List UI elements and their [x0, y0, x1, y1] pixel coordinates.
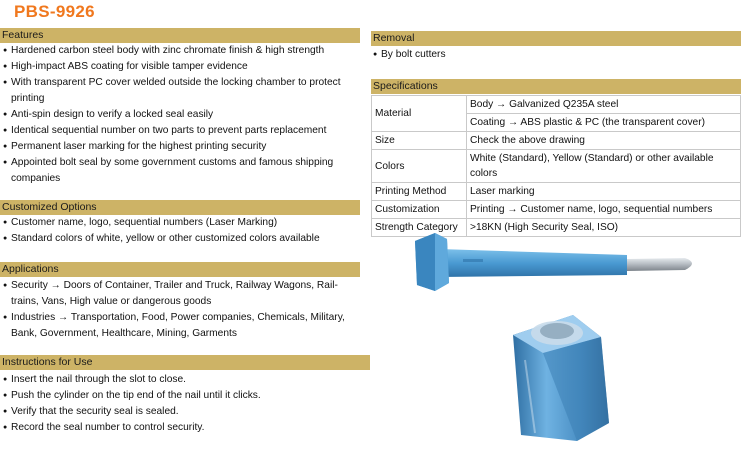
list-item: ● By bolt cutters — [373, 47, 733, 63]
list-item: ● Identical sequential number on two parts to prevent parts replacement — [3, 123, 359, 139]
list-item: ● Security → Doors of Container, Trailer and Truck, Railway Wagons, Rail-trains, Vans, High value or dangerous goods — [3, 278, 359, 310]
table-row — [372, 132, 741, 150]
spec-label: Printing Method — [372, 183, 467, 201]
removal-list — [373, 47, 733, 63]
spec-value: Body → Galvanized Q235A steel — [467, 96, 741, 114]
table-row — [372, 150, 741, 183]
spec-label: Strength Category — [372, 219, 467, 237]
spec-label: Colors — [372, 150, 467, 183]
bolt-pin — [415, 233, 692, 291]
instructions-list — [3, 372, 363, 436]
bolt-seal-product-image — [395, 225, 730, 447]
specifications-table — [371, 95, 741, 237]
list-item: ● Anti-spin design to verify a locked seal easily — [3, 107, 359, 123]
spec-value: >18KN (High Security Seal, ISO) — [467, 219, 741, 237]
list-item: ● Appointed bolt seal by some government customs and famous shipping companies — [3, 155, 359, 187]
spec-value: White (Standard), Yellow (Standard) or other available colors — [467, 150, 741, 183]
list-item: ● With transparent PC cover welded outside the locking chamber to protect printing — [3, 75, 359, 107]
features-list — [3, 43, 359, 187]
instructions-heading: Instructions for Use — [0, 355, 370, 370]
list-item: ● Permanent laser marking for the highest printing security — [3, 139, 359, 155]
list-item: ● Insert the nail through the slot to close. — [3, 372, 363, 388]
list-item: ● High-impact ABS coating for visible tamper evidence — [3, 59, 359, 75]
table-row — [372, 183, 741, 201]
spec-label: Size — [372, 132, 467, 150]
table-row — [372, 96, 741, 114]
spec-label: Material — [372, 96, 467, 132]
spec-value: Printing → Customer name, logo, sequential numbers — [467, 201, 741, 219]
list-item: ● Hardened carbon steel body with zinc chromate finish & high strength — [3, 43, 359, 59]
spec-label: Customization — [372, 201, 467, 219]
spec-value: Coating → ABS plastic & PC (the transparent cover) — [467, 114, 741, 132]
locking-cylinder — [513, 315, 609, 441]
list-item: ● Verify that the security seal is sealed. — [3, 404, 363, 420]
list-item: ● Record the seal number to control security. — [3, 420, 363, 436]
list-item: ● Customer name, logo, sequential numbers (Laser Marking) — [3, 215, 359, 231]
list-item: ● Standard colors of white, yellow or other customized colors available — [3, 231, 359, 247]
applications-heading: Applications — [0, 262, 360, 277]
removal-heading: Removal — [371, 31, 741, 46]
applications-list — [3, 278, 359, 342]
product-title: PBS-9926 — [14, 2, 95, 21]
customized-list — [3, 215, 359, 247]
table-row — [372, 201, 741, 219]
spec-value: Check the above drawing — [467, 132, 741, 150]
list-item: ● Push the cylinder on the tip end of the nail until it clicks. — [3, 388, 363, 404]
features-heading: Features — [0, 28, 360, 43]
customized-heading: Customized Options — [0, 200, 360, 215]
specifications-heading: Specifications — [371, 79, 741, 94]
list-item: ● Industries → Transportation, Food, Power companies, Chemicals, Military, Bank, Government, Healthcare, Mining, Garments — [3, 310, 359, 342]
spec-value: Laser marking — [467, 183, 741, 201]
